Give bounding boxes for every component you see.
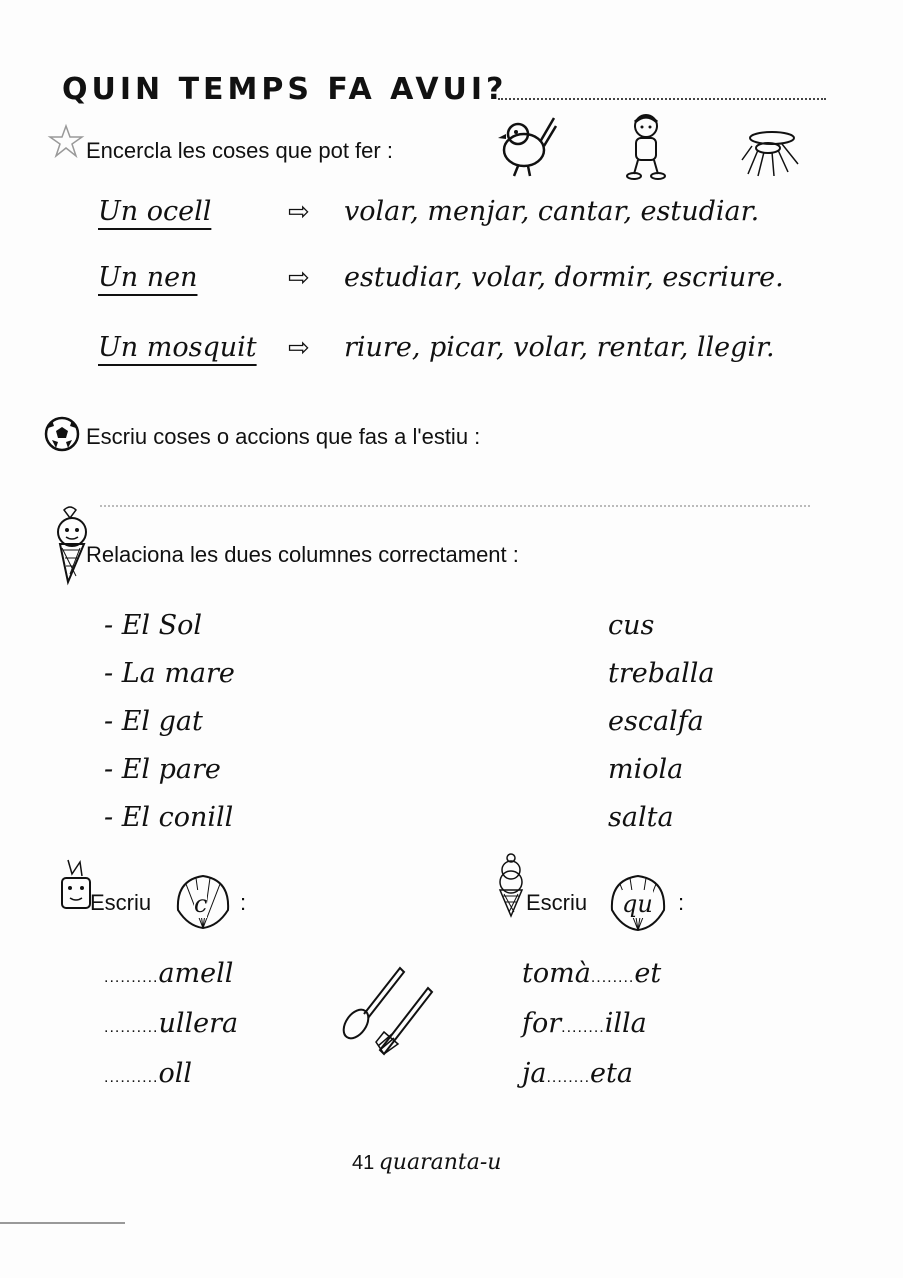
page-number-word: quaranta-u bbox=[378, 1150, 502, 1175]
fill-word[interactable] bbox=[104, 1008, 238, 1039]
fill-word[interactable] bbox=[522, 1008, 647, 1039]
exercise2-instruction: Escriu coses o accions que fas a l'estiu : bbox=[86, 424, 481, 449]
subject-child: Un nen bbox=[98, 262, 198, 293]
exercise1-instruction: Encercla les coses que pot fer : bbox=[86, 138, 393, 163]
exercise3-instruction: Relaciona les dues columnes correctament : bbox=[86, 542, 519, 567]
blank[interactable]: .......... bbox=[104, 1069, 159, 1086]
shell-letter: qu bbox=[622, 890, 653, 918]
mosquito-icon bbox=[742, 124, 802, 178]
word-part: oll bbox=[158, 1058, 192, 1089]
left-item[interactable]: - El gat bbox=[104, 706, 203, 737]
subject-bird: Un ocell bbox=[98, 196, 212, 227]
page-number: 41 bbox=[352, 1152, 375, 1174]
title-answer-line[interactable] bbox=[498, 98, 826, 100]
arrow-icon: ⇨ bbox=[288, 332, 310, 362]
word-part: for bbox=[522, 1008, 562, 1039]
arrow-icon: ⇨ bbox=[288, 196, 310, 226]
left-item[interactable]: - El conill bbox=[104, 802, 234, 833]
word-part: eta bbox=[590, 1058, 633, 1089]
fill-word[interactable] bbox=[104, 1058, 192, 1089]
spoon-fork-icon bbox=[340, 962, 440, 1058]
word-part: ullera bbox=[158, 1008, 239, 1039]
word-part: ja bbox=[522, 1058, 547, 1089]
ice-cream-cone-icon bbox=[496, 852, 526, 916]
options-mosquito[interactable]: riure, picar, volar, rentar, llegir. bbox=[344, 332, 775, 363]
shell-letter: c bbox=[194, 890, 208, 918]
right-item[interactable]: treballa bbox=[608, 658, 715, 689]
right-item[interactable]: miola bbox=[608, 754, 684, 785]
right-item[interactable]: salta bbox=[608, 802, 674, 833]
options-child[interactable]: estudiar, volar, dormir, escriure. bbox=[344, 262, 784, 293]
options-bird[interactable]: volar, menjar, cantar, estudiar. bbox=[344, 196, 760, 227]
word-part: illa bbox=[604, 1008, 647, 1039]
blank[interactable]: .......... bbox=[104, 1019, 159, 1036]
word-part: et bbox=[634, 958, 662, 989]
page-edge-divider bbox=[0, 1222, 125, 1224]
left-item[interactable]: - El Sol bbox=[104, 610, 203, 641]
exercise5-label: Escriu bbox=[526, 890, 588, 915]
writing-line[interactable] bbox=[100, 505, 810, 507]
ball-icon bbox=[44, 416, 80, 452]
star-icon bbox=[48, 124, 84, 158]
page-footer bbox=[352, 1150, 501, 1175]
fill-word[interactable] bbox=[522, 958, 661, 989]
right-item[interactable]: cus bbox=[608, 610, 655, 641]
page-title: QUIN TEMPS FA AVUI? bbox=[62, 72, 508, 107]
blank[interactable]: .......... bbox=[104, 969, 159, 986]
colon: : bbox=[240, 890, 247, 915]
arrow-icon: ⇨ bbox=[288, 262, 310, 292]
left-item[interactable]: - La mare bbox=[104, 658, 235, 689]
word-part: tomà bbox=[522, 958, 591, 989]
right-item[interactable]: escalfa bbox=[608, 706, 704, 737]
fill-word[interactable] bbox=[522, 1058, 633, 1089]
bird-icon bbox=[496, 112, 558, 180]
colon: : bbox=[678, 890, 685, 915]
word-part: amell bbox=[158, 958, 234, 989]
blank[interactable]: ........ bbox=[561, 1019, 605, 1036]
fill-word[interactable] bbox=[104, 958, 233, 989]
blank[interactable]: ........ bbox=[546, 1069, 591, 1086]
ice-cream-icon bbox=[54, 504, 90, 584]
left-item[interactable]: - El pare bbox=[104, 754, 221, 785]
exercise4-label: Escriu bbox=[90, 890, 152, 915]
subject-mosquito: Un mosquit bbox=[98, 332, 257, 363]
child-icon bbox=[624, 112, 668, 182]
blank[interactable]: ........ bbox=[590, 969, 635, 986]
